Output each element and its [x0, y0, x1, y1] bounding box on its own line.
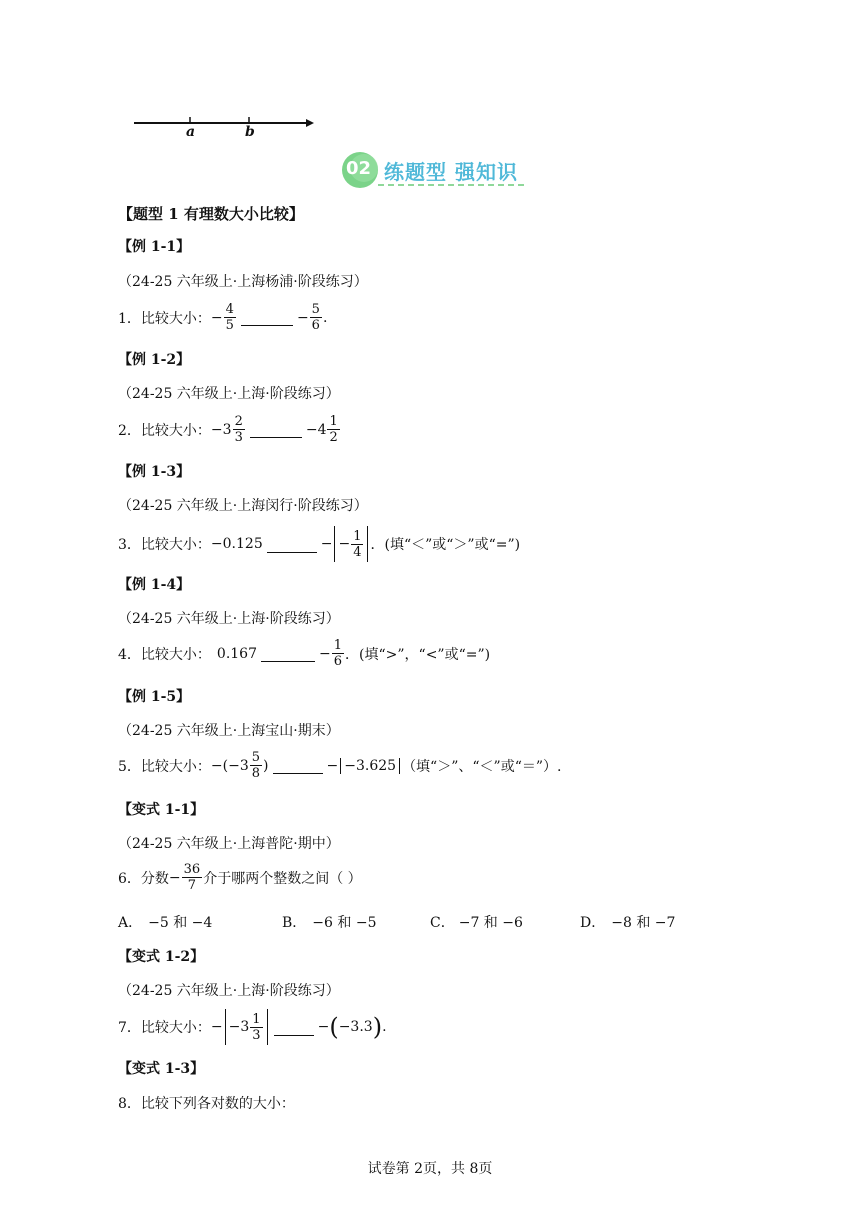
q7-no: 7．	[118, 1020, 141, 1036]
q7-abs-value	[225, 1009, 268, 1045]
source-3: （24-25 六年级上·上海闵行·阶段练习）	[118, 498, 368, 514]
q5-no: 5．	[118, 758, 141, 775]
q2-a-num: 2	[234, 414, 243, 429]
q1-b-num: 5	[311, 302, 320, 317]
q7-a-sign: −	[210, 1019, 223, 1035]
variant-tag-1: 【变式 1-1】	[118, 802, 205, 818]
question-8	[118, 1093, 295, 1113]
q7-close-paren: )	[372, 1013, 383, 1041]
example-tag-2: 【例 1-2】	[118, 352, 191, 368]
q6-no: 6．	[118, 870, 141, 887]
option-a-text: −5 和 −4	[148, 915, 213, 931]
q2-b-den: 2	[329, 430, 338, 445]
q3-b-inner-sign: −	[338, 536, 351, 552]
q7-a-den: 3	[252, 1027, 261, 1043]
number-line-label-b: b	[245, 124, 255, 140]
question-2	[118, 414, 341, 445]
source-2: （24-25 六年级上·上海·阶段练习）	[118, 386, 340, 402]
question-7	[118, 1009, 387, 1045]
q6-num: 36	[183, 862, 201, 877]
q5-tail: （填“＞”、“＜”或“＝”）.	[402, 758, 562, 775]
q7-a-num: 1	[252, 1011, 261, 1027]
option-b[interactable]	[282, 912, 376, 932]
option-d-label: D．	[580, 915, 606, 931]
q5-a-prefix: −(−3	[210, 757, 249, 774]
q2-lead: 比较大小：	[140, 422, 211, 439]
q1-lead: 比较大小：	[140, 310, 211, 327]
option-a-label: A．	[118, 915, 143, 931]
q6-den: 7	[187, 878, 197, 893]
q4-lead: 比较大小：	[140, 646, 211, 663]
option-b-text: −6 和 −5	[312, 915, 377, 931]
q6-lead: 分数	[140, 870, 169, 887]
option-d-text: −8 和 −7	[611, 915, 676, 931]
q8-no: 8．	[118, 1096, 141, 1112]
q1-b-fraction	[310, 302, 322, 333]
q2-b-whole: −4	[305, 421, 327, 438]
q3-lead: 比较大小：	[140, 537, 211, 553]
q7-a-fraction	[250, 1012, 262, 1043]
q2-a-fraction	[233, 414, 245, 445]
q1-no: 1．	[118, 310, 141, 327]
source-5: （24-25 六年级上·上海宝山·期末）	[118, 723, 340, 739]
variant-tag-3: 【变式 1-3】	[118, 1061, 205, 1077]
section-banner	[340, 148, 530, 192]
q4-b-den: 6	[333, 654, 343, 669]
section-title: 【题型 1 有理数大小比较】	[118, 205, 304, 223]
q1-a-sign: −	[210, 309, 223, 326]
q5-answer-blank[interactable]	[273, 757, 323, 774]
example-tag-4: 【例 1-4】	[118, 577, 191, 593]
q5-a-fraction	[250, 750, 262, 781]
example-tag-1: 【例 1-1】	[118, 239, 191, 255]
q5-a-num: 5	[251, 750, 261, 765]
example-tag-5: 【例 1-5】	[118, 689, 191, 705]
q2-no: 2．	[118, 422, 141, 439]
q1-b-den: 6	[311, 318, 320, 333]
q5-abs-value: −3.625	[340, 758, 400, 774]
q4-tail: ．(填“>”，“<”或“=”)	[345, 646, 491, 663]
q2-b-fraction	[327, 414, 339, 445]
q5-lead: 比较大小：	[140, 758, 211, 775]
number-line	[130, 110, 320, 144]
q3-b-den: 4	[353, 544, 362, 560]
q7-b-inner: −3.3	[338, 1019, 373, 1035]
question-5	[118, 750, 561, 781]
q2-answer-blank[interactable]	[250, 421, 302, 438]
q4-no: 4．	[118, 646, 141, 663]
option-c-text: −7 和 −6	[458, 915, 523, 931]
option-d[interactable]	[580, 912, 675, 932]
number-line-label-a: a	[186, 124, 196, 140]
question-6	[118, 862, 362, 893]
q4-b-num: 1	[333, 638, 343, 653]
q6-sign: −	[168, 869, 181, 886]
source-1: （24-25 六年级上·上海杨浦·阶段练习）	[118, 274, 368, 290]
q1-a-fraction	[224, 302, 236, 333]
banner-text: 练题型 强知识	[384, 160, 518, 184]
q1-a-den: 5	[225, 318, 234, 333]
variant-tag-2: 【变式 1-2】	[118, 949, 205, 965]
q4-b-fraction	[332, 638, 344, 669]
q5-b-sign: −	[326, 757, 339, 774]
q6-tail: 介于哪两个整数之间（ ）	[203, 870, 362, 887]
example-tag-3: 【例 1-3】	[118, 464, 191, 480]
q1-b-sign: −	[296, 309, 309, 326]
q7-lead: 比较大小：	[140, 1020, 211, 1036]
q2-b-num: 1	[329, 414, 338, 429]
q3-answer-blank[interactable]	[267, 536, 317, 553]
q7-end: .	[382, 1019, 387, 1035]
q4-answer-blank[interactable]	[261, 645, 315, 662]
question-1	[118, 302, 327, 333]
q6-fraction	[182, 862, 203, 893]
q3-no: 3．	[118, 537, 141, 553]
option-b-label: B．	[282, 915, 307, 931]
q5-a-den: 8	[251, 766, 261, 781]
q1-a-num: 4	[225, 302, 234, 317]
q4-a: 0.167	[216, 645, 258, 662]
q7-open-paren: (	[329, 1013, 339, 1041]
q3-abs-value	[334, 526, 368, 562]
q4-b-sign: −	[319, 645, 331, 662]
q2-a-den: 3	[234, 430, 243, 445]
source-6: （24-25 六年级上·上海普陀·期中）	[118, 836, 340, 852]
q7-answer-blank[interactable]	[274, 1019, 314, 1036]
q3-b-fraction	[351, 529, 363, 560]
q3-b-num: 1	[353, 528, 362, 544]
q3-b-sign: −	[320, 536, 333, 552]
banner-number: 02	[346, 158, 372, 179]
q1-answer-blank[interactable]	[241, 309, 293, 326]
page-footer: 试卷第 2页，共 8页	[367, 1161, 493, 1177]
q7-a-inner: −3	[228, 1019, 250, 1035]
q3-tail: ．(填“＜”或“＞”或“=”)	[370, 537, 521, 553]
q3-a: −0.125	[210, 536, 263, 552]
q2-a-whole: −3	[210, 421, 232, 438]
q1-end: .	[322, 309, 328, 326]
question-3	[118, 526, 520, 562]
question-4	[118, 638, 490, 669]
banner-underline	[378, 184, 524, 186]
q8-lead: 比较下列各对数的大小：	[140, 1096, 295, 1112]
option-a[interactable]	[118, 912, 212, 932]
source-4: （24-25 六年级上·上海·阶段练习）	[118, 611, 340, 627]
q5-a-suffix: )	[263, 757, 269, 774]
option-c[interactable]	[430, 912, 523, 932]
option-c-label: C．	[430, 915, 455, 931]
q7-b-prefix: −	[317, 1019, 330, 1035]
source-7: （24-25 六年级上·上海·阶段练习）	[118, 983, 340, 999]
